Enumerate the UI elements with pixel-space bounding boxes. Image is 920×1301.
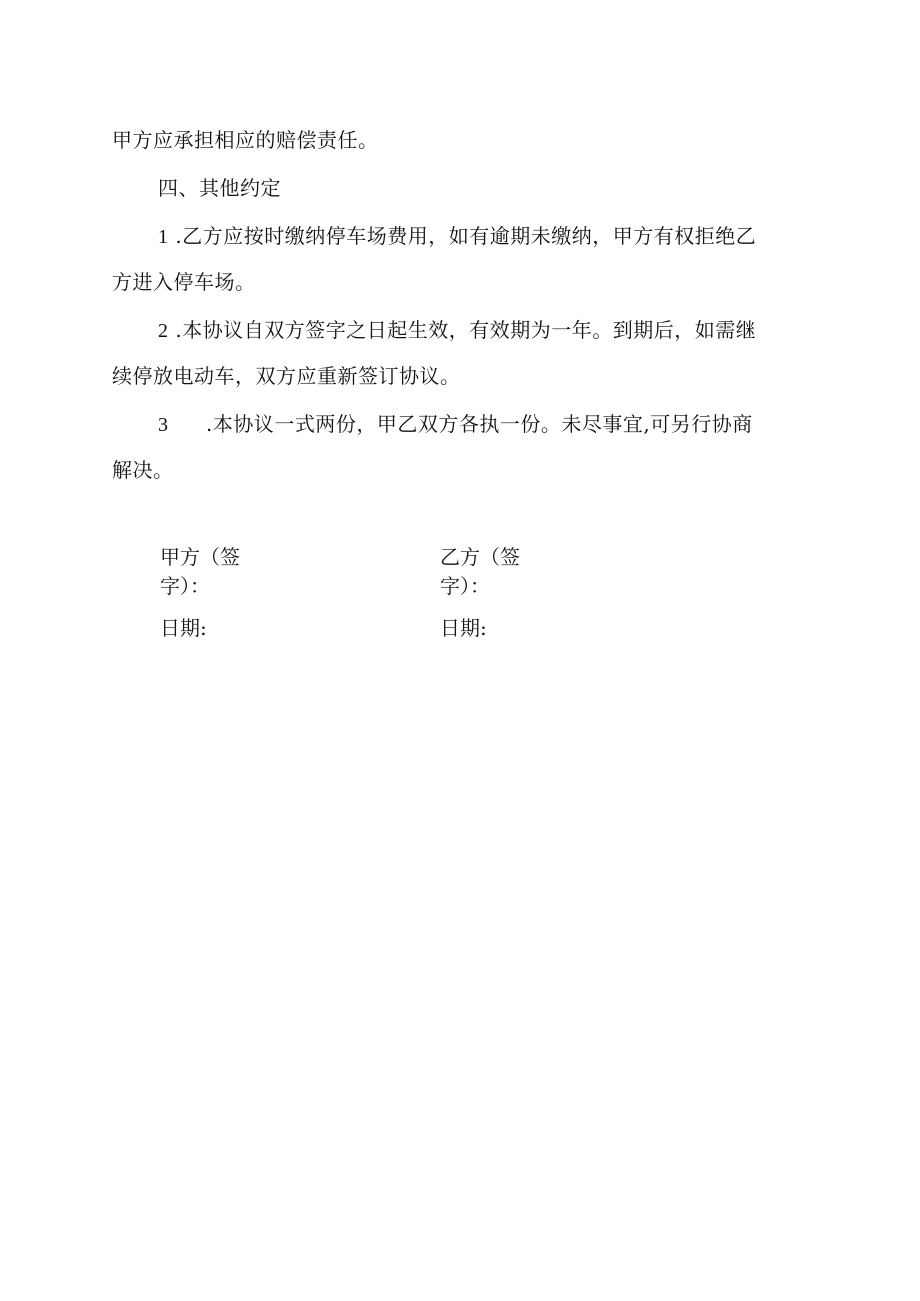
- clause-1-line-2: 方进入停车场。: [112, 270, 256, 294]
- clause-number: 3: [158, 414, 169, 436]
- party-a-date-label: 日期:: [160, 616, 207, 640]
- clause-text: .乙方应按时缴纳停车场费用，如有逾期未缴纳，甲方有权拒绝乙: [175, 224, 757, 248]
- clause-number: 2: [158, 320, 169, 342]
- clause-3-line-2: 解决。: [112, 458, 174, 482]
- party-a-sign-label: 甲方（签: [160, 545, 240, 569]
- clause-2-line-1: [158, 318, 756, 343]
- clause-2-line-2: 续停放电动车，双方应重新签订协议。: [112, 364, 461, 388]
- party-a-sign-label-cont: 字）：: [160, 574, 210, 598]
- party-b-date-label: 日期:: [440, 616, 487, 640]
- clause-1-line-1: [158, 224, 756, 249]
- party-b-sign-label: 乙方（签: [440, 545, 520, 569]
- clause-text: .本协议自双方签字之日起生效，有效期为一年。到期后，如需继: [175, 318, 757, 342]
- clause-number: 1: [158, 226, 169, 248]
- clause-text: .本协议一式两份，甲乙双方各执一份。未尽事宜,可另行协商: [206, 412, 753, 436]
- section-heading: 四、其他约定: [158, 176, 281, 200]
- clause-3-line-1: [158, 412, 753, 437]
- continuation-text: 甲方应承担相应的赔偿责任。: [112, 128, 379, 152]
- party-b-sign-label-cont: 字）：: [440, 574, 490, 598]
